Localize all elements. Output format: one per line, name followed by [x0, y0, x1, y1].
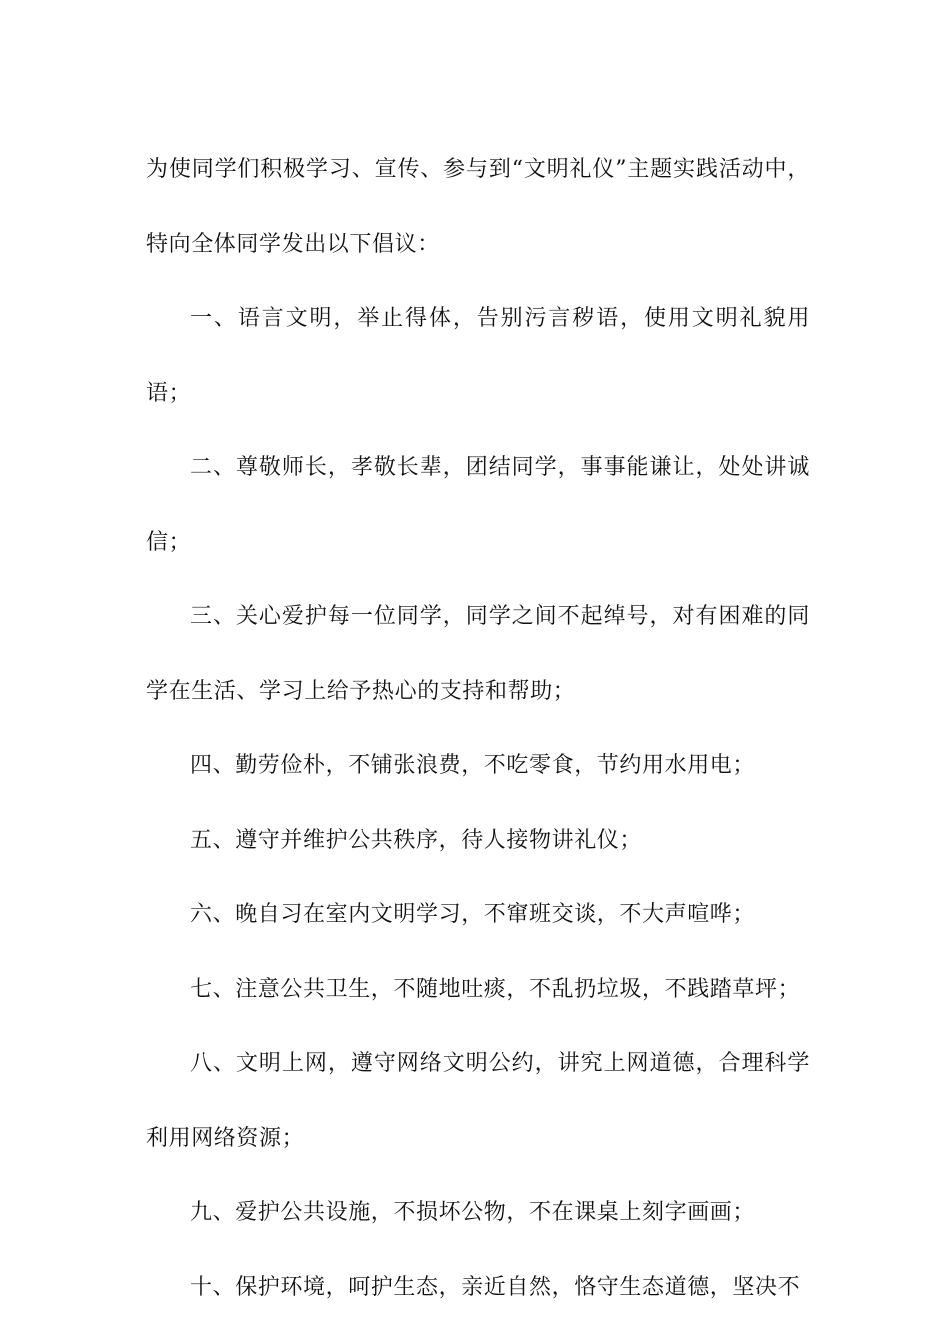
proposal-item-1: 一、语言文明，举止得体，告别污言秽语，使用文明礼貌用语； [146, 306, 810, 406]
proposal-item-9: 九、爱护公共设施，不损坏公物，不在课桌上刻字画画； [190, 1200, 756, 1225]
intro-paragraph: 为使同学们积极学习、宣传、参与到“文明礼仪”主题实践活动中，特向全体同学发出以下倡议： [146, 157, 810, 257]
proposal-item-2: 二、尊敬师长，孝敬长辈，团结同学，事事能谦让，处处讲诚信； [146, 455, 810, 555]
proposal-item-7: 七、注意公共卫生，不随地吐痰，不乱扔垃圾，不践踏草坪； [190, 976, 801, 1002]
document-body [146, 133, 810, 1325]
proposal-item-6: 六、晚自习在室内文明学习，不窜班交谈，不大声喧哗； [190, 902, 756, 927]
proposal-item-10: 十、保护环境，呵护生态，亲近自然，恪守生态道德，坚决不 [190, 1274, 801, 1300]
proposal-item-4: 四、勤劳俭朴，不铺张浪费，不吃零食，节约用水用电； [190, 753, 756, 778]
proposal-item-5: 五、遵守并维护公共秩序，待人接物讲礼仪； [190, 827, 643, 853]
proposal-item-8: 八、文明上网，遵守网络文明公约，讲究上网道德，合理科学利用网络资源； [146, 1051, 810, 1151]
proposal-item-3: 三、关心爱护每一位同学，同学之间不起绰号，对有困难的同学在生活、学习上给予热心的支持和帮助； [146, 604, 810, 704]
